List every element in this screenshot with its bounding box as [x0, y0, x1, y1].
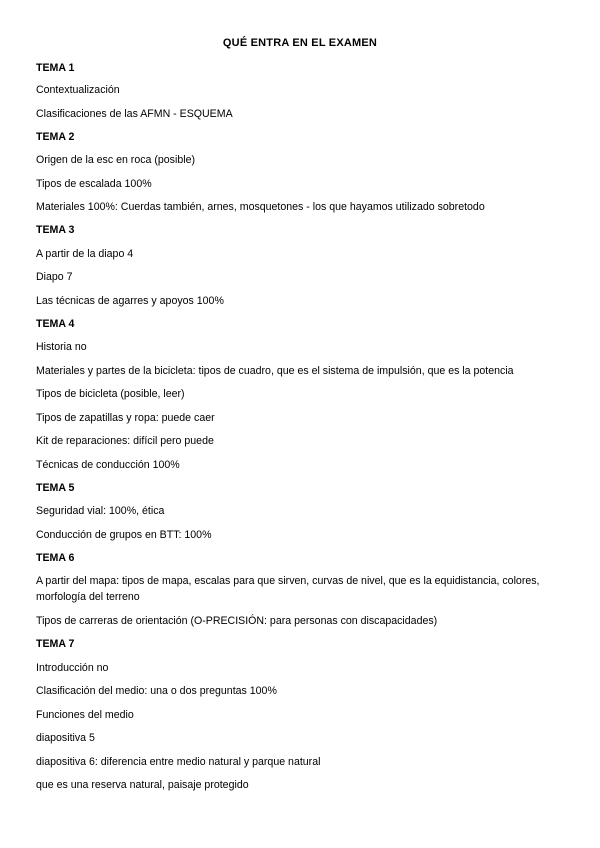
section-heading-tema-4: TEMA 4 — [36, 318, 75, 330]
section-heading-tema-3: TEMA 3 — [36, 224, 75, 236]
list-item: Las técnicas de agarres y apoyos 100% — [36, 295, 224, 307]
list-item: Clasificaciones de las AFMN - ESQUEMA — [36, 108, 233, 120]
list-item: Tipos de zapatillas y ropa: puede caer — [36, 412, 215, 424]
list-item: Tipos de carreras de orientación (O-PRECISIÓN: para personas con discapacidades) — [36, 615, 438, 627]
list-item: A partir del mapa: tipos de mapa, escalas para que sirven, curvas de nivel, que es la equidistancia, colores, morfología del terreno — [36, 575, 540, 603]
list-item: Tipos de bicicleta (posible, leer) — [36, 388, 185, 400]
list-item: Kit de reparaciones: difícil pero puede — [36, 435, 214, 447]
section-heading-tema-1: TEMA 1 — [36, 62, 75, 74]
page-title: QUÉ ENTRA EN EL EXAMEN — [222, 37, 378, 49]
list-item: diapositiva 6: diferencia entre medio natural y parque natural — [36, 756, 321, 768]
list-item: Clasificación del medio: una o dos preguntas 100% — [36, 685, 277, 697]
list-item: Materiales 100%: Cuerdas también, arnes, mosquetones - los que hayamos utilizado sobretodo — [36, 201, 485, 213]
list-item: A partir de la diapo 4 — [36, 248, 134, 260]
list-item: Técnicas de conducción 100% — [36, 459, 180, 471]
list-item: Seguridad vial: 100%, ética — [36, 505, 165, 517]
section-heading-tema-6: TEMA 6 — [36, 552, 75, 564]
section-heading-tema-5: TEMA 5 — [36, 482, 75, 494]
list-item: Origen de la esc en roca (posible) — [36, 154, 195, 166]
list-item: Contextualización — [36, 84, 120, 96]
list-item: Materiales y partes de la bicicleta: tipos de cuadro, que es el sistema de impulsión, que es la potencia — [36, 365, 514, 377]
list-item: Introducción no — [36, 662, 109, 674]
list-item: Diapo 7 — [36, 271, 73, 283]
list-item: diapositiva 5 — [36, 732, 95, 744]
section-heading-tema-2: TEMA 2 — [36, 131, 75, 143]
list-item: Funciones del medio — [36, 709, 134, 721]
section-heading-tema-7: TEMA 7 — [36, 638, 75, 650]
list-item: Historia no — [36, 341, 87, 353]
list-item: Tipos de escalada 100% — [36, 178, 152, 190]
list-item: que es una reserva natural, paisaje protegido — [36, 779, 249, 791]
list-item: Conducción de grupos en BTT: 100% — [36, 529, 212, 541]
